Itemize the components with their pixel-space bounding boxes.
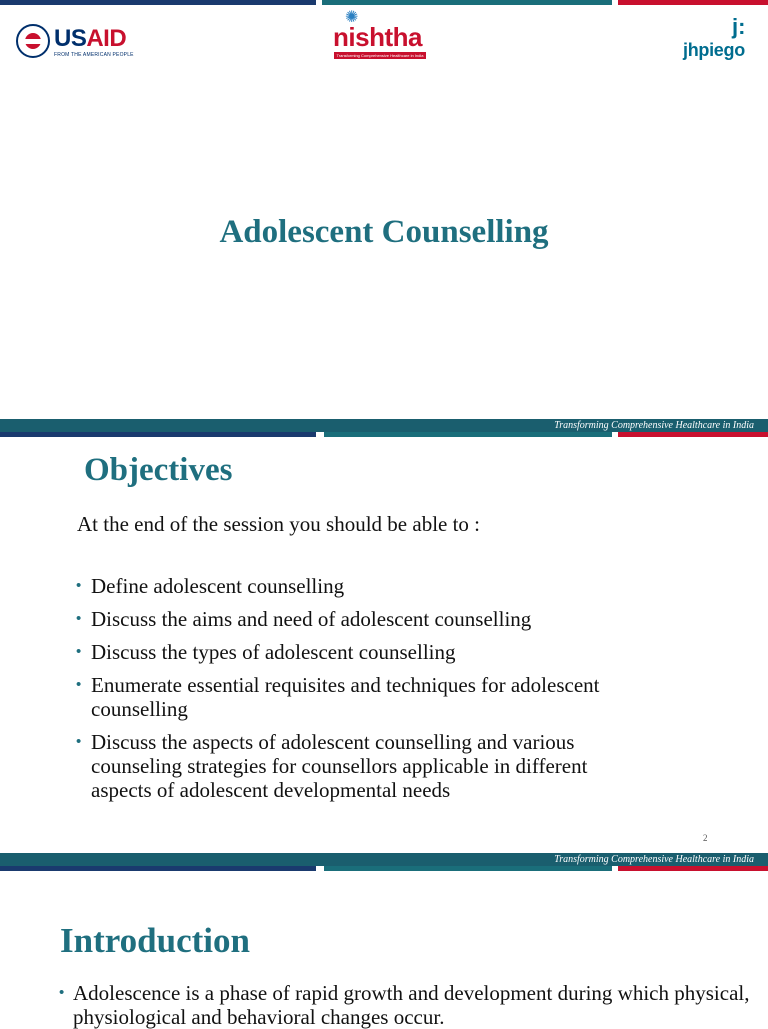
slide-divider-band: [0, 853, 768, 873]
top-color-bar: [0, 0, 768, 5]
objectives-intro: At the end of the session you should be able to :: [77, 512, 481, 536]
list-item: • Define adolescent counselling: [76, 574, 345, 598]
page-number: 2: [703, 833, 708, 843]
jhpiego-mark-icon: j:: [732, 14, 746, 39]
usaid-wordmark: USAID: [54, 25, 127, 52]
list-item: • Discuss the aspects of adolescent counselling and various counseling strategies for counsellors applicable in different aspects of adolescent developmental needs: [76, 730, 588, 802]
usaid-logo: [16, 24, 136, 64]
objectives-heading: Objectives: [84, 452, 233, 488]
list-item: • Discuss the aims and need of adolescent counselling: [76, 607, 532, 631]
nishtha-tagline: Transforming Comprehensive Healthcare in India: [334, 52, 426, 59]
list-item: • Discuss the types of adolescent counselling: [76, 640, 456, 664]
jhpiego-wordmark: jhpiego: [683, 40, 745, 60]
slide-title: Adolescent Counselling: [219, 214, 549, 250]
band-tagline: Transforming Comprehensive Healthcare in India: [554, 420, 754, 431]
slide-divider-band: [0, 419, 768, 439]
jhpiego-logo: [680, 14, 755, 62]
list-item: • Enumerate essential requisites and techniques for adolescent counselling: [76, 673, 600, 721]
objectives-list: [74, 574, 674, 811]
introduction-heading: Introduction: [60, 921, 250, 960]
nishtha-wordmark: nishtha: [333, 22, 422, 52]
usaid-tagline: FROM THE AMERICAN PEOPLE: [54, 52, 134, 58]
usaid-seal-icon: [16, 24, 50, 58]
band-tagline: Transforming Comprehensive Healthcare in India: [554, 854, 754, 865]
sunburst-icon: ✺: [345, 7, 359, 26]
introduction-bullet: • Adolescence is a phase of rapid growth and development during which physical, physiological and behavioral changes occur.: [59, 981, 750, 1029]
nishtha-logo: [333, 8, 428, 62]
